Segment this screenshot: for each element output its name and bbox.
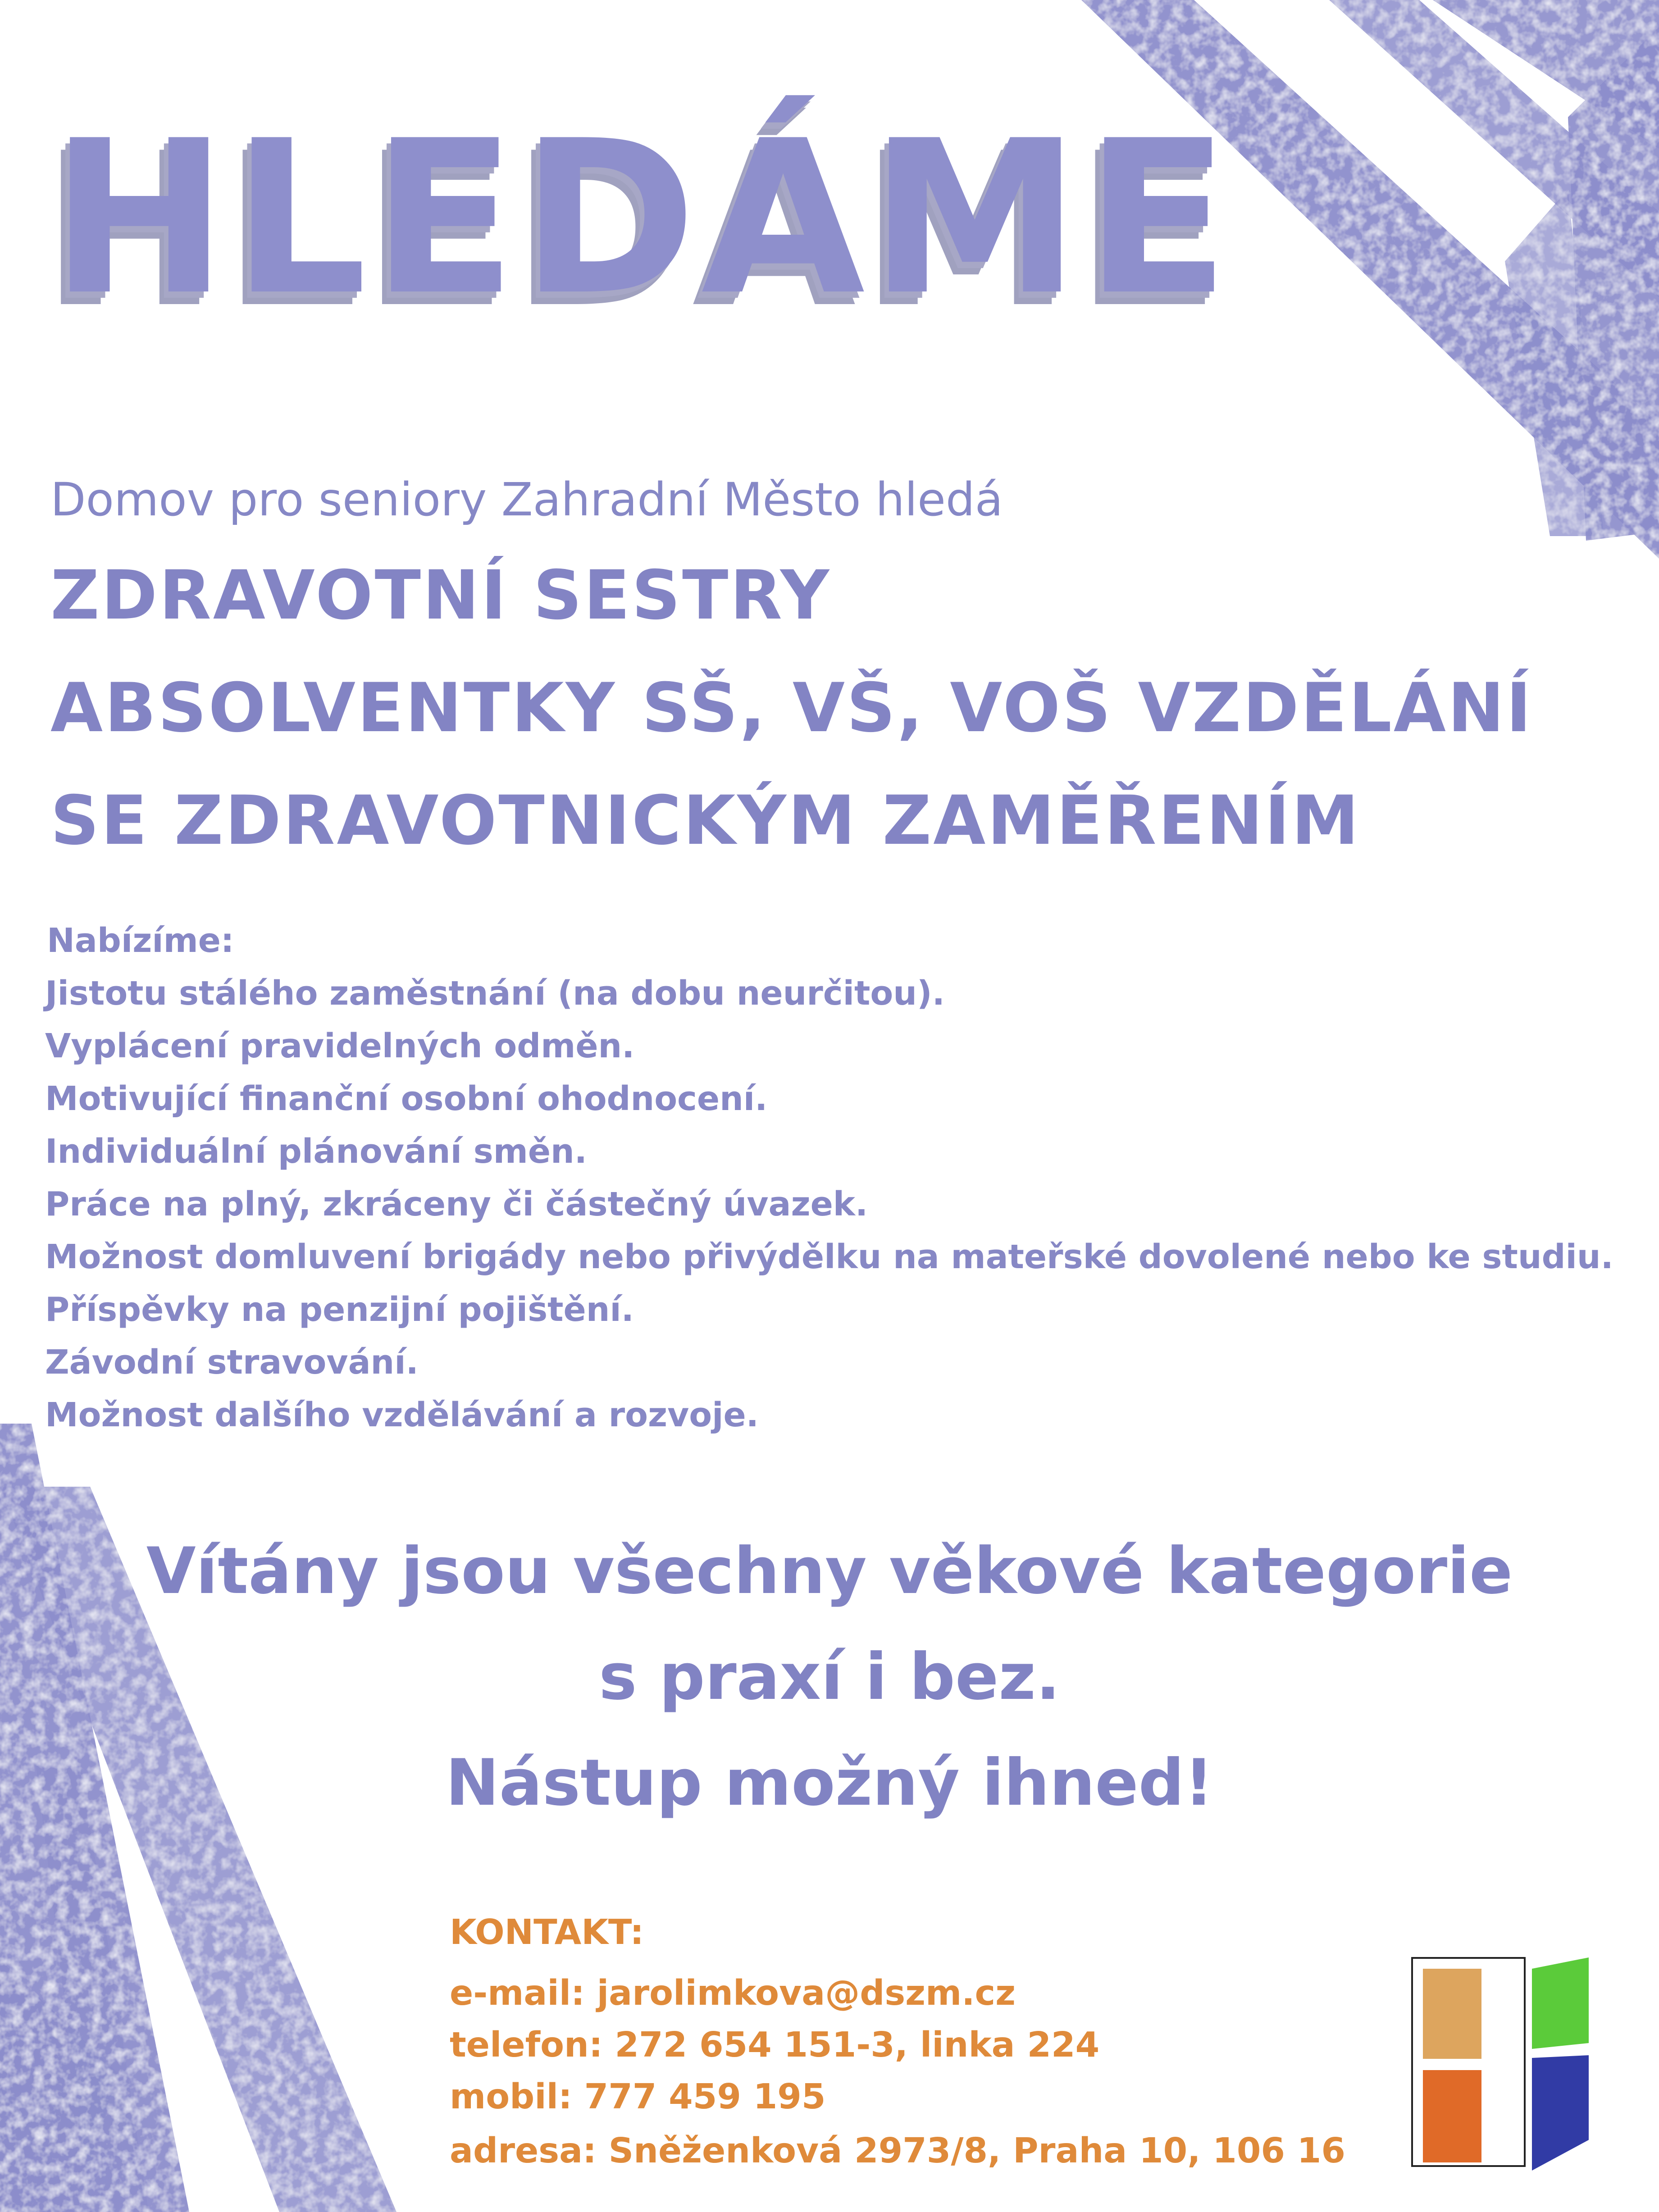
logo-tan-block <box>1423 1969 1481 2059</box>
offer-item: Příspěvky na penzijní pojištění. <box>45 1290 634 1329</box>
offer-item: Možnost dalšího vzdělávání a rozvoje. <box>45 1396 759 1434</box>
offer-item: Práce na plný, zkráceny či částečný úvazek. <box>45 1185 868 1224</box>
headline: HLEDÁME <box>50 95 1234 341</box>
offer-item: Možnost domluvení brigády nebo přivýdělku na mateřské dovolené nebo ke studiu. <box>45 1238 1613 1276</box>
logo-blue-block <box>1532 2055 1589 2171</box>
welcome-line-1: Vítány jsou všechny věkové kategorie <box>146 1534 1513 1608</box>
offer-title: Nabízíme: <box>47 921 234 960</box>
offer-list <box>45 967 1613 1442</box>
contact-phone[interactable]: telefon: 272 654 151-3, linka 224 <box>450 2025 1100 2065</box>
intro-text: Domov pro seniory Zahradní Město hledá <box>50 473 1003 527</box>
offer-item: Jistotu stálého zaměstnání (na dobu neurčitou). <box>45 974 945 1013</box>
offer-item: Individuální plánování směn. <box>45 1132 587 1171</box>
logo-green-block <box>1532 1957 1589 2049</box>
role-line-2: ABSOLVENTKY SŠ, VŠ, VOŠ VZDĚLÁNÍ <box>50 669 1533 747</box>
contact-email[interactable]: e-mail: jarolimkova@dszm.cz <box>450 1973 1016 2013</box>
dszm-logo-icon <box>1409 1955 1590 2171</box>
contact-title: KONTAKT: <box>450 1912 644 1953</box>
welcome-line-3: Nástup možný ihned! <box>445 1746 1214 1820</box>
offer-item: Závodní stravování. <box>45 1343 419 1382</box>
offer-item: Motivující finanční osobní ohodnocení. <box>45 1079 768 1118</box>
contact-address: adresa: Sněženková 2973/8, Praha 10, 106 16 <box>450 2131 1345 2171</box>
logo-orange-block <box>1423 2070 1481 2162</box>
contact-mobile[interactable]: mobil: 777 459 195 <box>450 2077 826 2117</box>
offer-item: Vyplácení pravidelných odměn. <box>45 1027 635 1065</box>
role-line-1: ZDRAVOTNÍ SESTRY <box>50 556 831 635</box>
role-line-3: SE ZDRAVOTNICKÝM ZAMĚŘENÍM <box>50 782 1361 860</box>
welcome-line-2: s praxí i bez. <box>599 1640 1060 1714</box>
